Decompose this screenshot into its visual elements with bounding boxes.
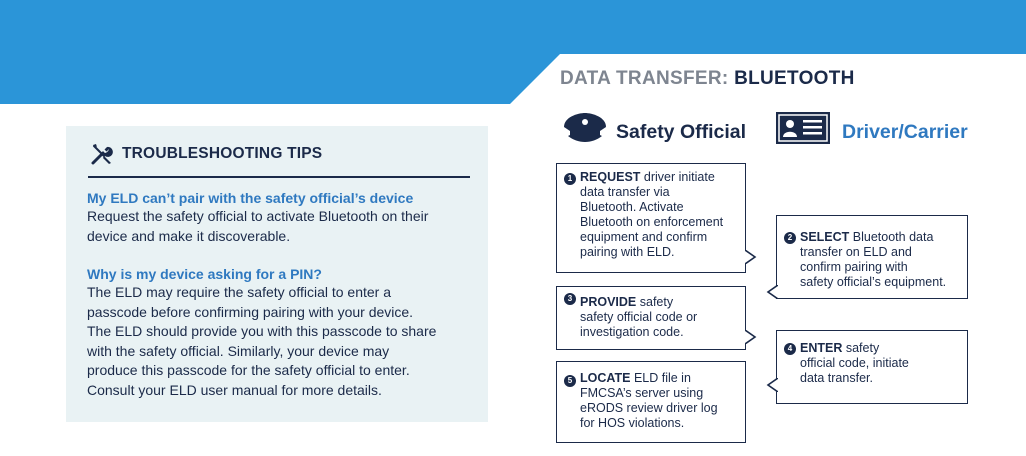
officer-cap-icon — [560, 111, 610, 145]
tip-answer-pairing: Request the safety official to activate Bluetooth on their device and make it discoverable. — [87, 208, 429, 244]
step-2-text — [800, 230, 946, 290]
step-1-text — [580, 170, 723, 260]
section-title-prefix: DATA TRANSFER: — [560, 68, 729, 89]
step-description: safety safety official code or investigation code. — [580, 295, 698, 339]
role-safety-official: Safety Official — [616, 121, 747, 143]
step-4-pointer — [764, 378, 778, 392]
section-title-method: BLUETOOTH — [734, 68, 855, 89]
step-number-badge: 5 — [564, 375, 576, 387]
troubleshooting-panel — [66, 126, 488, 422]
step-keyword: PROVIDE — [580, 295, 637, 309]
step-description: ELD file in FMCSA’s server using eRODS review driver log for HOS violations. — [580, 371, 718, 430]
wrench-screwdriver-icon — [90, 142, 114, 166]
tip-question-pairing: My ELD can’t pair with the safety official’s device — [87, 190, 414, 206]
step-keyword: SELECT — [800, 230, 850, 244]
id-card-icon — [775, 111, 831, 145]
step-description: safety official code, initiate data transfer. — [800, 341, 909, 385]
step-2-pointer — [764, 285, 778, 299]
step-2-box — [776, 215, 968, 299]
step-5-box — [556, 361, 746, 443]
tip-question-pin: Why is my device asking for a PIN? — [87, 266, 322, 282]
troubleshooting-title: TROUBLESHOOTING TIPS — [122, 145, 323, 162]
step-3-text — [580, 295, 697, 340]
troubleshooting-header — [88, 142, 470, 178]
role-driver-carrier: Driver/Carrier — [842, 121, 968, 143]
step-4-text — [800, 341, 909, 386]
step-4-box — [776, 330, 968, 404]
step-1-box — [556, 163, 746, 273]
top-banner — [0, 0, 1026, 110]
section-title — [560, 68, 855, 90]
step-keyword: LOCATE — [580, 371, 631, 385]
tip-answer-pin: The ELD may require the safety official to enter a passcode before confirming pairing with your device. The ELD should provide you with this passcode to share with the safety official. Similarly, your device may produce this passcode for the safety official to enter. Consult your ELD user manual for more details. — [87, 284, 437, 398]
step-description: Bluetooth data transfer on ELD and confirm pairing with safety official’s equipment. — [800, 230, 947, 289]
step-keyword: ENTER — [800, 341, 843, 355]
step-number-badge: 1 — [564, 173, 576, 185]
step-number-badge: 4 — [784, 343, 796, 355]
step-number-badge: 3 — [564, 293, 576, 305]
step-3-pointer — [745, 330, 759, 344]
step-keyword: REQUEST — [580, 170, 641, 184]
step-1-pointer — [745, 250, 759, 264]
step-3-box — [556, 286, 746, 350]
step-number-badge: 2 — [784, 232, 796, 244]
step-5-text — [580, 371, 718, 431]
step-description: driver initiate data transfer via Bluetooth. Activate Bluetooth on enforcement equipment and confirm pairing with ELD. — [580, 170, 724, 259]
